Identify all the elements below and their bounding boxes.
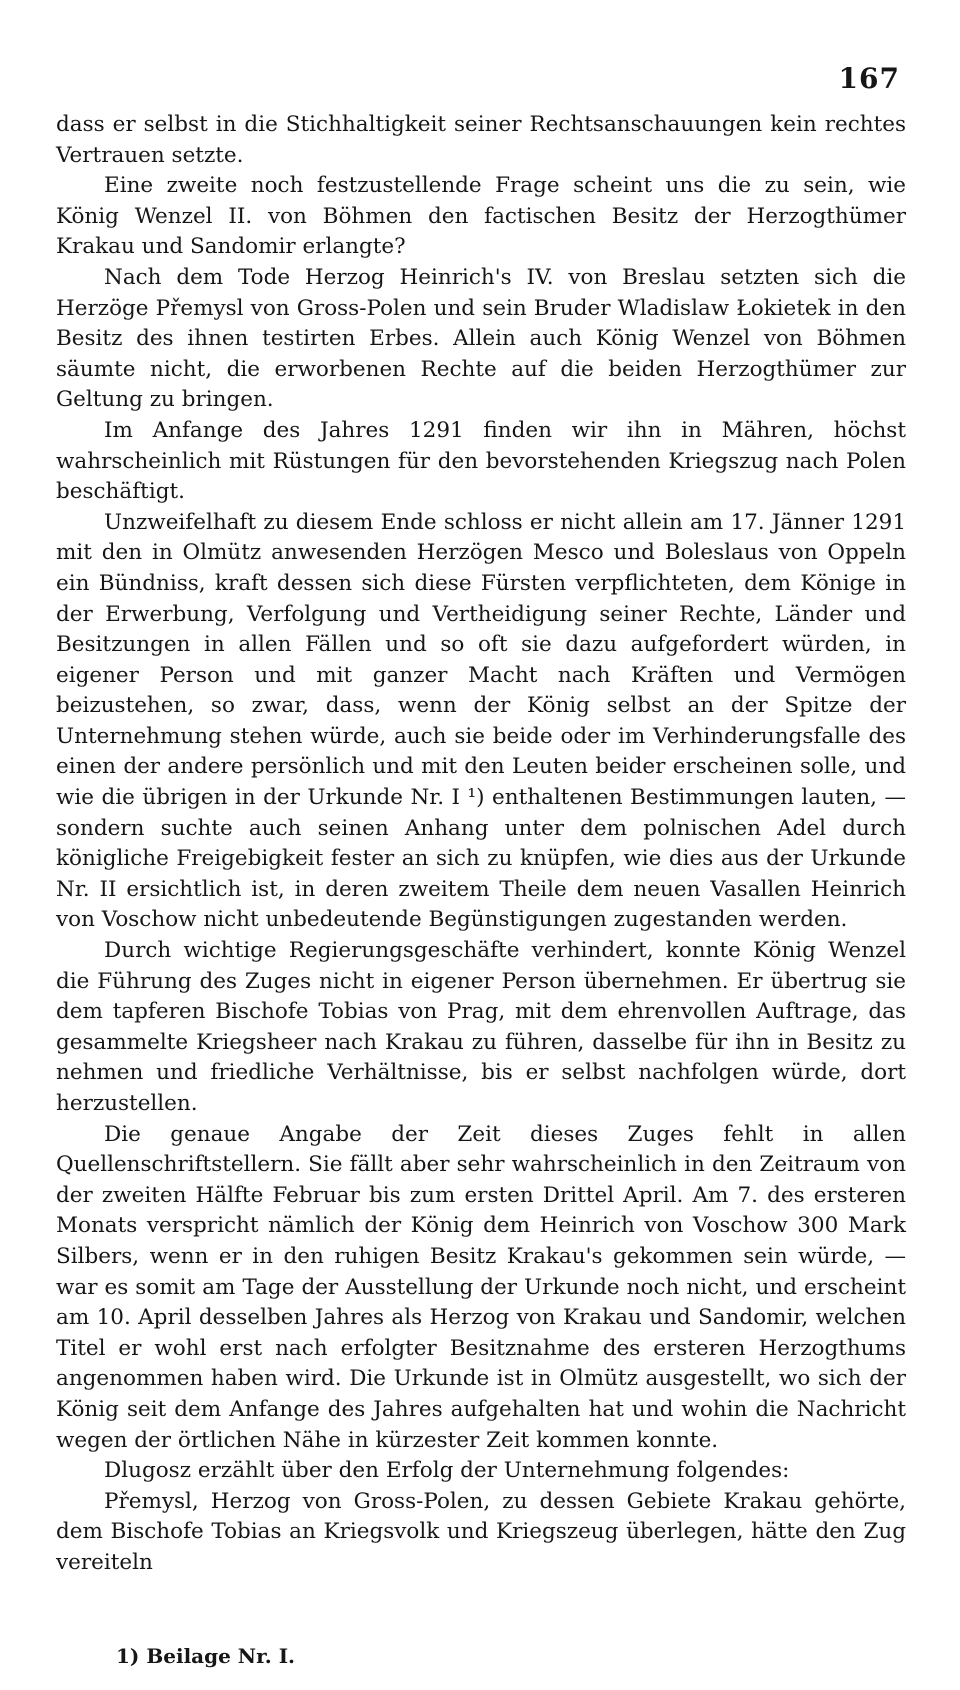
paragraph: Die genaue Angabe der Zeit dieses Zuges fehlt in allen Quellenschriftstellern. Sie fällt aber sehr wahrscheinlich in den Zeitraum von der zweiten Hälfte Februar bis zum ersten Drittel April. Am 7. des ersteren Monats verspricht nämlich der König dem Heinrich von Voschow 300 Mark Silbers, wenn er in den ruhigen Besitz Krakau's gekommen sein würde, — war es somit am Tage der Ausstellung der Urkunde noch nicht, und erscheint am 10. April desselben Jahres als Herzog von Krakau und Sandomir, welchen Titel er wohl erst nach erfolgter Besitznahme des ersteren Herzogthums angenommen haben wird. Die Urkunde ist in Olmütz ausgestellt, wo sich der König seit dem Anfange des Jahres aufgehalten hat und wohin die Nachricht wegen der örtlichen Nähe in kürzester Zeit kommen konnte. — [56, 1121, 906, 1453]
paragraph: Eine zweite noch festzustellende Frage scheint uns die zu sein, wie König Wenzel II. von Böhmen den factischen Besitz der Herzogthümer Krakau und Sandomir erlangte? — [56, 173, 906, 260]
paragraph: Přemysl, Herzog von Gross-Polen, zu dessen Gebiete Krakau gehörte, dem Bischofe Tobias an Kriegsvolk und Kriegszeug überlegen, hätte den Zug vereiteln — [56, 1488, 906, 1575]
body-text — [56, 110, 906, 1579]
paragraph: dass er selbst in die Stichhaltigkeit seiner Rechtsanschauungen kein rechtes Vertrauen setzte. — [56, 112, 906, 168]
paragraph: Dlugosz erzählt über den Erfolg der Unternehmung folgendes: — [104, 1458, 790, 1484]
footnote: 1) Beilage Nr. I. — [116, 1644, 296, 1668]
paragraph: Im Anfange des Jahres 1291 finden wir ihn in Mähren, höchst wahrscheinlich mit Rüstungen für den bevorstehenden Kriegszug nach Polen beschäftigt. — [56, 417, 906, 505]
page-number: 167 — [838, 62, 900, 95]
paragraph: Nach dem Tode Herzog Heinrich's IV. von Breslau setzten sich die Herzöge Přemysl von Gross-Polen und sein Bruder Wladislaw Łokietek in den Besitz des ihnen testirten Erbes. Allein auch König Wenzel von Böhmen säumte nicht, die erworbenen Rechte auf die beiden Herzogthümer zur Geltung zu bringen. — [56, 264, 906, 413]
paragraph: Unzweifelhaft zu diesem Ende schloss er nicht allein am 17. Jänner 1291 mit den in Olmütz anwesenden Herzögen Mesco und Boleslaus von Oppeln ein Bündniss, kraft dessen sich diese Fürsten verpflichteten, dem Könige in der Erwerbung, Verfolgung und Vertheidigung seiner Rechte, Länder und Besitzungen in allen Fällen und so oft sie dazu aufgefordert würden, in eigener Person und mit ganzer Macht nach Kräften und Vermögen beizustehen, so zwar, dass, wenn der König selbst an der Spitze der Unternehmung stehen würde, auch sie beide oder im Verhinderungsfalle des einen der andere persönlich und mit den Leuten beider erscheinen solle, und wie die übrigen in der Urkunde Nr. I ¹) enthaltenen Bestimmungen lauten, — sondern suchte auch seinen Anhang unter dem polnischen Adel durch königliche Freigebigkeit fester an sich zu knüpfen, wie dies aus der Urkunde Nr. II ersichtlich ist, in deren zweitem Theile dem neuen Vasallen Heinrich von Voschow nicht unbedeutende Begünstigungen zugestanden werden. — [56, 509, 906, 933]
paragraph: Durch wichtige Regierungsgeschäfte verhindert, konnte König Wenzel die Führung des Zuges nicht in eigener Person übernehmen. Er übertrug sie dem tapferen Bischofe Tobias von Prag, mit dem ehrenvollen Auftrage, das gesammelte Kriegsheer nach Krakau zu führen, dasselbe für ihn in Besitz zu nehmen und friedliche Verhältnisse, bis er selbst nachfolgen würde, dort herzustellen. — [56, 938, 906, 1116]
